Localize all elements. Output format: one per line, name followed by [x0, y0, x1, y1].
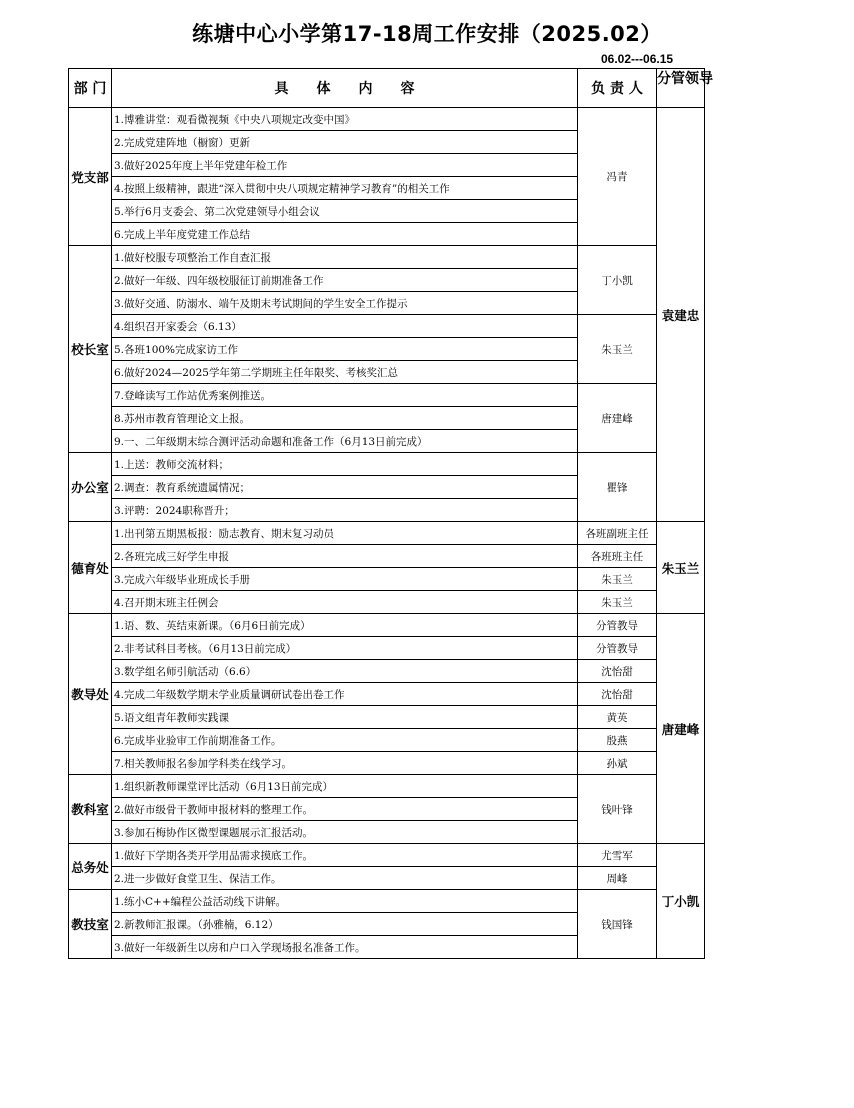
dept-cell: 教科室 [69, 775, 112, 844]
responsible-cell: 尤雪军 [578, 844, 657, 867]
header-content: 具 体 内 容 [112, 69, 578, 108]
task-cell: 4.按照上级精神，跟进“深入贯彻中央八项规定精神学习教育”的相关工作 [112, 177, 578, 200]
responsible-cell: 各班班主任 [578, 545, 657, 568]
task-cell: 7.相关教师报名参加学科类在线学习。 [112, 752, 578, 775]
table-row [69, 844, 705, 867]
header-dept: 部 门 [69, 69, 112, 108]
header-responsible: 负 责 人 [578, 69, 657, 108]
leader-cell: 唐建峰 [657, 614, 705, 844]
table-row [69, 453, 705, 476]
responsible-cell: 沈怡甜 [578, 683, 657, 706]
responsible-cell: 丁小凯 [578, 246, 657, 315]
responsible-cell: 沈怡甜 [578, 660, 657, 683]
dept-cell: 总务处 [69, 844, 112, 890]
table-row [69, 729, 705, 752]
responsible-cell: 唐建峰 [578, 384, 657, 453]
table-body [69, 108, 705, 959]
task-cell: 1.出刊第五期黑板报：励志教育、期末复习动员 [112, 522, 578, 545]
task-cell: 2.完成党建阵地（橱窗）更新 [112, 131, 578, 154]
responsible-cell: 分管教导 [578, 614, 657, 637]
table-header-row [69, 69, 705, 108]
task-cell: 6.完成毕业验审工作前期准备工作。 [112, 729, 578, 752]
task-cell: 5.语文组青年教师实践课 [112, 706, 578, 729]
task-cell: 4.完成二年级数学期末学业质量调研试卷出卷工作 [112, 683, 578, 706]
task-cell: 6.完成上半年度党建工作总结 [112, 223, 578, 246]
task-cell: 4.召开期末班主任例会 [112, 591, 578, 614]
responsible-cell: 各班副班主任 [578, 522, 657, 545]
table-row [69, 890, 705, 913]
task-cell: 5.各班100%完成家访工作 [112, 338, 578, 361]
dept-cell: 办公室 [69, 453, 112, 522]
task-cell: 3.做好一年级新生以房和户口入学现场报名准备工作。 [112, 936, 578, 959]
task-cell: 7.登峰读写工作站优秀案例推送。 [112, 384, 578, 407]
leader-cell: 朱玉兰 [657, 522, 705, 614]
dept-cell: 教技室 [69, 890, 112, 959]
task-cell: 9.一、二年级期末综合测评活动命题和准备工作（6月13日前完成） [112, 430, 578, 453]
dept-cell: 德育处 [69, 522, 112, 614]
table-row [69, 867, 705, 890]
page-title: 练塘中心小学第17-18周工作安排（2025.02） [192, 22, 662, 46]
task-cell: 2.调查：教育系统遗属情况； [112, 476, 578, 499]
table-row [69, 522, 705, 545]
task-cell: 1.组织新教师课堂评比活动（6月13日前完成） [112, 775, 578, 798]
dept-cell: 校长室 [69, 246, 112, 453]
responsible-cell: 瞿锋 [578, 453, 657, 522]
table-row [69, 568, 705, 591]
task-cell: 3.数学组名师引航活动（6.6） [112, 660, 578, 683]
task-cell: 5.举行6月支委会、第二次党建领导小组会议 [112, 200, 578, 223]
task-cell: 1.练小C++编程公益活动线下讲解。 [112, 890, 578, 913]
responsible-cell: 周峰 [578, 867, 657, 890]
task-cell: 1.博雅讲堂：观看微视频《中央八项规定改变中国》 [112, 108, 578, 131]
task-cell: 2.进一步做好食堂卫生、保洁工作。 [112, 867, 578, 890]
task-cell: 1.做好校服专项整治工作自查汇报 [112, 246, 578, 269]
table-row [69, 752, 705, 775]
responsible-cell: 黄英 [578, 706, 657, 729]
responsible-cell: 朱玉兰 [578, 591, 657, 614]
schedule-table [68, 68, 713, 959]
table-row [69, 591, 705, 614]
responsible-cell: 冯青 [578, 108, 657, 246]
header-leader-label: 分管领导 [657, 71, 713, 87]
task-cell: 4.组织召开家委会（6.13） [112, 315, 578, 338]
task-cell: 8.苏州市教育管理论文上报。 [112, 407, 578, 430]
task-cell: 1.上送：教师交流材料； [112, 453, 578, 476]
responsible-cell: 殷燕 [578, 729, 657, 752]
task-cell: 3.做好2025年度上半年党建年检工作 [112, 154, 578, 177]
task-cell: 2.各班完成三好学生申报 [112, 545, 578, 568]
table-row [69, 315, 705, 338]
table-row [69, 637, 705, 660]
table-row [69, 384, 705, 407]
table-row [69, 108, 705, 131]
leader-cell: 丁小凯 [657, 844, 705, 959]
task-cell: 2.做好市级骨干教师申报材料的整理工作。 [112, 798, 578, 821]
task-cell: 3.完成六年级毕业班成长手册 [112, 568, 578, 591]
date-range: 06.02---06.15 [601, 52, 674, 66]
task-cell: 3.评聘：2024职称晋升； [112, 499, 578, 522]
header-leader [657, 69, 713, 108]
table-row [69, 683, 705, 706]
responsible-cell: 钱国锋 [578, 890, 657, 959]
table-row [69, 660, 705, 683]
task-cell: 1.语、数、英结束新课。（6月6日前完成） [112, 614, 578, 637]
dept-cell: 党支部 [69, 108, 112, 246]
responsible-cell: 钱叶锋 [578, 775, 657, 844]
task-cell: 3.做好交通、防溺水、端午及期末考试期间的学生安全工作提示 [112, 292, 578, 315]
responsible-cell: 孙斌 [578, 752, 657, 775]
task-cell: 2.做好一年级、四年级校服征订前期准备工作 [112, 269, 578, 292]
responsible-cell: 分管教导 [578, 637, 657, 660]
responsible-cell: 朱玉兰 [578, 568, 657, 591]
task-cell: 2.非考试科目考核。（6月13日前完成） [112, 637, 578, 660]
dept-cell: 教导处 [69, 614, 112, 775]
task-cell: 3.参加石梅协作区微型课题展示汇报活动。 [112, 821, 578, 844]
responsible-cell: 朱玉兰 [578, 315, 657, 384]
task-cell: 6.做好2024—2025学年第二学期班主任年限奖、考核奖汇总 [112, 361, 578, 384]
task-cell: 2.新教师汇报课。（孙雅楠，6.12） [112, 913, 578, 936]
table-row [69, 706, 705, 729]
leader-cell: 袁建忠 [657, 108, 705, 522]
table-row [69, 246, 705, 269]
table-row [69, 545, 705, 568]
table-row [69, 614, 705, 637]
task-cell: 1.做好下学期各类开学用品需求摸底工作。 [112, 844, 578, 867]
table-row [69, 775, 705, 798]
